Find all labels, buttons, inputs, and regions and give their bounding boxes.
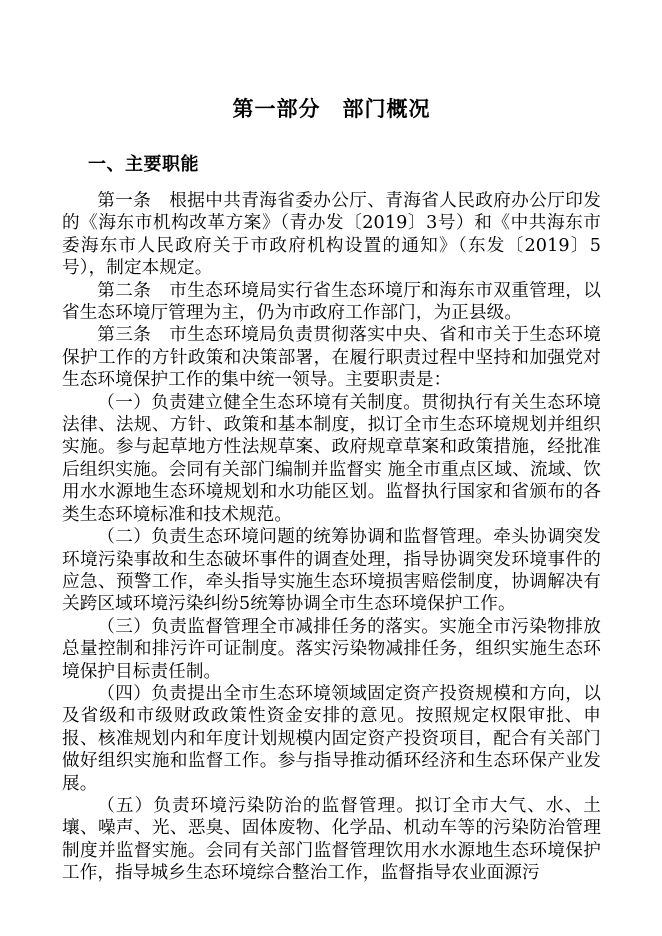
paragraph-duty-2: （二）负责生态环境问题的统筹协调和监督管理。牵头协调突发环境污染事故和生态破坏事件的调查处理，指导协调突发环境事件的应急、预警工作，牵头指导实施生态环境损害赔偿制度，协调解决有关跨区域环境污染纠纷5统筹协调全市生态环境保护工作。	[62, 527, 601, 615]
paragraph-article-2: 第二条 市生态环境局实行省生态环境厅和海东市双重管理，以省生态环境厅管理为主，仍为市政府工作部门，为正县级。	[62, 280, 601, 324]
page-title: 第一部分 部门概况	[232, 97, 431, 121]
paragraph-article-1: 第一条 根据中共青海省委办公厅、青海省人民政府办公厅印发的《海东市机构改革方案》（青办发〔2019〕3号）和《中共海东市委海东市人民政府关于市政府机构设置的通知》（东发〔2019〕5号），制定本规定。	[62, 191, 601, 279]
section-heading: 一、主要职能	[88, 154, 199, 175]
paragraph-duty-3: （三）负责监督管理全市减排任务的落实。实施全市污染物排放总量控制和排污许可证制度。落实污染物减排任务，组织实施生态环境保护目标责任制。	[62, 616, 601, 682]
body-text	[62, 178, 601, 885]
page-content	[62, 0, 601, 885]
paragraph-duty-1: （一）负责建立健全生态环境有关制度。贯彻执行有关生态环境法律、法规、方针、政策和基本制度，拟订全市生态环境规划并组织实施。参与起草地方性法规草案、政府规章草案和政策措施，经批准后组织实施。会同有关部门编制并监督实 施全市重点区域、流域、饮用水水源地生态环境规划和水功能区划。监督执行国家和省颁布的各类生态环境标准和技术规范。	[62, 392, 601, 525]
paragraph-duty-5: （五）负责环境污染防治的监督管理。拟订全市大气、水、土壤、噪声、光、恶臭、固体废物、化学品、机动车等的污染防治管理制度并监督实施。会同有关部门监督管理饮用水水源地生态环境保护工作，指导城乡生态环境综合整治工作，监督指导农业面源污	[62, 795, 601, 884]
paragraph-duty-4: （四）负责提出全市生态环境领域固定资产投资规模和方向，以及省级和市级财政政策性资金安排的意见。按照规定权限审批、申报、核准规划内和年度计划规模内固定资产投资项目，配合有关部门做好组织实施和监督工作。参与指导推动循环经济和生态环保产业发展。	[62, 683, 601, 794]
paragraph-article-3: 第三条 市生态环境局负责贯彻落实中央、省和市关于生态环境保护工作的方针政策和决策部署，在履行职责过程中坚持和加强党对生态环境保护工作的集中统一领导。主要职责是：	[62, 325, 601, 391]
